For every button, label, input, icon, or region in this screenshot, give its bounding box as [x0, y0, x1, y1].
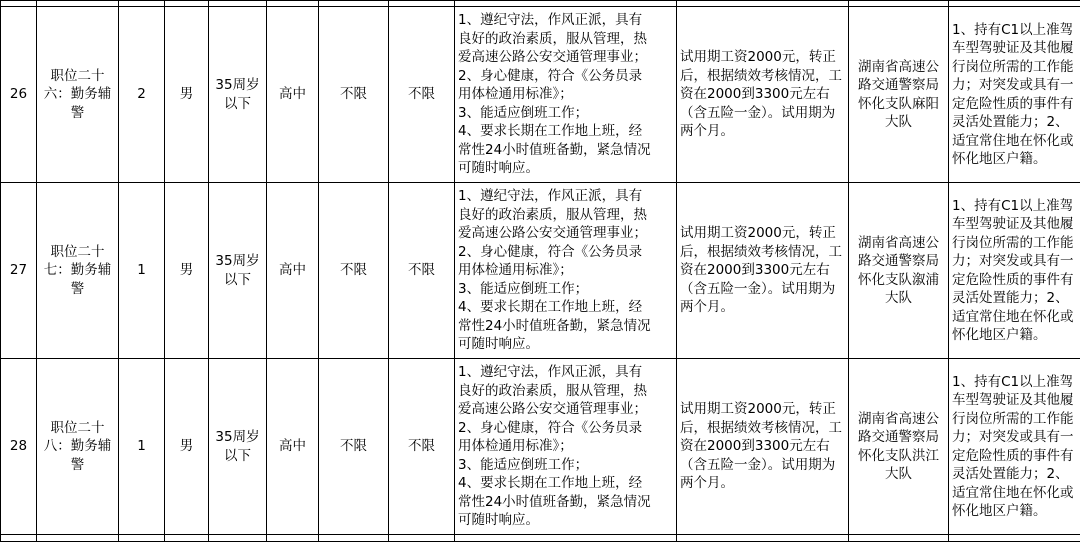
work-unit: 湖南省高速公路交通警察局怀化支队麻阳大队 — [849, 7, 949, 183]
requirement-line: 1、遵纪守法，作风正派，具有 — [458, 364, 643, 381]
requirement-line: 3、能适应倒班工作； — [458, 104, 589, 121]
requirement-line: 可随时响应。 — [458, 336, 539, 353]
other-condition: 不限 — [389, 183, 455, 359]
gender: 男 — [165, 183, 209, 359]
headcount: 2 — [119, 7, 165, 183]
requirement-line: 可随时响应。 — [458, 512, 539, 529]
requirement-line: 2、身心健康，符合《公务员录 — [458, 419, 643, 436]
requirement-line: 4、要求长期在工作地上班，经 — [458, 299, 643, 316]
requirement-line: 常性24小时值班备勤，紧急情况 — [458, 141, 651, 158]
work-unit: 湖南省高速公路交通警察局怀化支队溆浦大队 — [849, 183, 949, 359]
requirement-line: 爱高速公路公安交通管理事业； — [458, 49, 647, 66]
requirement-line: 4、要求长期在工作地上班，经 — [458, 475, 643, 492]
education: 高中 — [267, 359, 319, 535]
notes: 1、持有C1以上准驾车型驾驶证及其他履行岗位所需的工作能力；对突发或具有一定危险性质的事件有灵活处置能力；2、适宜常住地在怀化或怀化地区户籍。 — [949, 359, 1080, 535]
requirement-line: 2、身心健康，符合《公务员录 — [458, 243, 643, 260]
requirement-line: 用体检通用标准》； — [458, 262, 573, 279]
requirement-line: 爱高速公路公安交通管理事业； — [458, 225, 647, 242]
table-row — [1, 7, 1080, 183]
position-name: 职位二十八：勤务辅警 — [37, 359, 119, 535]
salary-info: 试用期工资2000元，转正后，根据绩效考核情况，工资在2000到3300元左右（含五险一金）。试用期为两个月。 — [677, 7, 849, 183]
requirement-line: 3、能适应倒班工作； — [458, 456, 589, 473]
requirement-line: 用体检通用标准》； — [458, 86, 573, 103]
other-condition: 不限 — [389, 359, 455, 535]
requirement-line: 爱高速公路公安交通管理事业； — [458, 401, 647, 418]
age-limit: 35周岁以下 — [209, 7, 267, 183]
requirement-line: 良好的政治素质，服从管理，热 — [458, 30, 647, 47]
requirement-line: 可随时响应。 — [458, 160, 539, 177]
requirements — [455, 7, 677, 183]
requirement-line: 2、身心健康，符合《公务员录 — [458, 67, 643, 84]
major: 不限 — [319, 7, 389, 183]
position-name: 职位二十六：勤务辅警 — [37, 7, 119, 183]
requirement-line: 常性24小时值班备勤，紧急情况 — [458, 493, 651, 510]
requirement-line: 常性24小时值班备勤，紧急情况 — [458, 317, 651, 334]
table-row — [1, 359, 1080, 535]
requirement-line: 3、能适应倒班工作； — [458, 280, 589, 297]
notes: 1、持有C1以上准驾车型驾驶证及其他履行岗位所需的工作能力；对突发或具有一定危险性质的事件有灵活处置能力；2、适宜常住地在怀化或怀化地区户籍。 — [949, 7, 1080, 183]
headcount: 1 — [119, 183, 165, 359]
requirement-line: 用体检通用标准》； — [458, 438, 573, 455]
row-number: 26 — [1, 7, 37, 183]
table-row — [1, 183, 1080, 359]
salary-info: 试用期工资2000元，转正后，根据绩效考核情况，工资在2000到3300元左右（含五险一金）。试用期为两个月。 — [677, 183, 849, 359]
education: 高中 — [267, 183, 319, 359]
requirement-line: 良好的政治素质，服从管理，热 — [458, 382, 647, 399]
requirements — [455, 359, 677, 535]
row-number: 27 — [1, 183, 37, 359]
major: 不限 — [319, 183, 389, 359]
requirement-line: 4、要求长期在工作地上班，经 — [458, 123, 643, 140]
notes: 1、持有C1以上准驾车型驾驶证及其他履行岗位所需的工作能力；对突发或具有一定危险性质的事件有灵活处置能力；2、适宜常住地在怀化或怀化地区户籍。 — [949, 183, 1080, 359]
table-bottom-edge — [1, 535, 1080, 542]
requirements — [455, 183, 677, 359]
age-limit: 35周岁以下 — [209, 359, 267, 535]
salary-info: 试用期工资2000元，转正后，根据绩效考核情况，工资在2000到3300元左右（含五险一金）。试用期为两个月。 — [677, 359, 849, 535]
requirement-line: 1、遵纪守法，作风正派，具有 — [458, 188, 643, 205]
requirement-line: 1、遵纪守法，作风正派，具有 — [458, 12, 643, 29]
headcount: 1 — [119, 359, 165, 535]
row-number: 28 — [1, 359, 37, 535]
age-limit: 35周岁以下 — [209, 183, 267, 359]
education: 高中 — [267, 7, 319, 183]
position-name: 职位二十七：勤务辅警 — [37, 183, 119, 359]
gender: 男 — [165, 359, 209, 535]
other-condition: 不限 — [389, 7, 455, 183]
work-unit: 湖南省高速公路交通警察局怀化支队洪江大队 — [849, 359, 949, 535]
major: 不限 — [319, 359, 389, 535]
gender: 男 — [165, 7, 209, 183]
requirement-line: 良好的政治素质，服从管理，热 — [458, 206, 647, 223]
